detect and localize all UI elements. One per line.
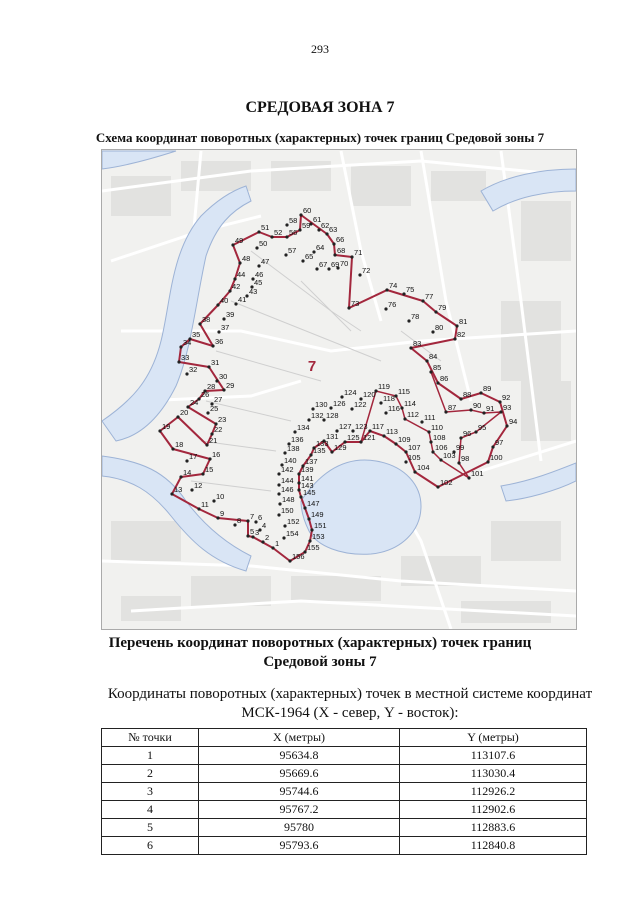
boundary-point-label: 68 <box>337 246 346 255</box>
cell-y: 112840.8 <box>400 837 587 855</box>
table-row <box>102 819 587 837</box>
boundary-point-label: 98 <box>461 454 470 463</box>
boundary-point-label: 113 <box>386 427 398 436</box>
list-title-line1: Перечень координат поворотных (характерных) точек границ <box>108 635 532 651</box>
table-header-row <box>102 729 587 747</box>
column-header-y: Y (метры) <box>400 729 587 747</box>
boundary-point-label: 112 <box>407 410 419 419</box>
boundary-point-label: 134 <box>297 423 310 432</box>
boundary-point-label: 93 <box>503 403 512 412</box>
boundary-point-label: 73 <box>351 299 360 308</box>
table-row <box>102 765 587 783</box>
boundary-point-label: 103 <box>443 451 456 460</box>
boundary-point-label: 116 <box>388 404 400 413</box>
boundary-point-label: 152 <box>287 517 300 526</box>
list-title <box>0 634 640 672</box>
zone-label: 7 <box>307 358 317 375</box>
boundary-point-label: 21 <box>209 436 218 445</box>
boundary-point-label: 13 <box>174 485 183 494</box>
cell-point: 2 <box>102 765 199 783</box>
boundary-point-label: 124 <box>344 388 357 397</box>
boundary-point-label: 31 <box>211 358 220 367</box>
boundary-point-label: 39 <box>226 310 235 319</box>
boundary-point-label: 37 <box>221 323 230 332</box>
boundary-point-label: 90 <box>473 401 482 410</box>
boundary-point-label: 42 <box>232 282 241 291</box>
boundary-point-label: 110 <box>431 423 443 432</box>
boundary-point-label: 123 <box>355 422 368 431</box>
boundary-point-label: 63 <box>329 225 338 234</box>
boundary-point-label: 83 <box>413 339 422 348</box>
column-header-point: № точки <box>102 729 199 747</box>
table-row <box>102 801 587 819</box>
boundary-point-label: 57 <box>288 246 297 255</box>
boundary-point-label: 52 <box>274 228 283 237</box>
boundary-point-label: 118 <box>383 394 395 403</box>
cell-point: 4 <box>102 801 199 819</box>
boundary-point-label: 143 <box>301 481 314 490</box>
table-row <box>102 837 587 855</box>
boundary-point-label: 120 <box>363 390 376 399</box>
boundary-point-label: 85 <box>433 363 442 372</box>
boundary-point-label: 129 <box>334 443 347 452</box>
cell-y: 113107.6 <box>400 747 587 765</box>
boundary-point-label: 111 <box>424 413 436 422</box>
boundary-point-label: 30 <box>219 372 228 381</box>
list-title-line2: Средовой зоны 7 <box>263 654 377 670</box>
boundary-point-label: 44 <box>237 270 246 279</box>
map-caption: Схема координат поворотных (характерных) точек границ Средовой зоны 7 <box>95 130 545 145</box>
boundary-point-label: 64 <box>316 243 325 252</box>
boundary-point-label: 12 <box>194 481 203 490</box>
cell-x: 95744.6 <box>199 783 400 801</box>
boundary-point-label: 26 <box>201 390 210 399</box>
zone-map <box>101 149 577 630</box>
boundary-point-label: 79 <box>438 303 447 312</box>
boundary-point-label: 145 <box>303 488 316 497</box>
boundary-point-label: 3 <box>255 528 260 537</box>
boundary-point-label: 88 <box>463 390 472 399</box>
boundary-point-label: 104 <box>417 463 430 472</box>
boundary-point-label: 101 <box>471 469 484 478</box>
cell-point: 6 <box>102 837 199 855</box>
cell-point: 5 <box>102 819 199 837</box>
boundary-point-label: 28 <box>207 382 216 391</box>
cell-y: 112902.6 <box>400 801 587 819</box>
boundary-point-label: 66 <box>336 235 345 244</box>
boundary-point-label: 140 <box>284 456 297 465</box>
coordinate-description-line1: Координаты поворотных (характерных) точек в местной системе координат <box>107 686 593 702</box>
boundary-point-label: 59 <box>302 221 311 230</box>
boundary-point-label: 18 <box>175 440 184 449</box>
boundary-point-label: 107 <box>408 443 421 452</box>
boundary-point-label: 137 <box>305 457 318 466</box>
boundary-point-label: 11 <box>201 500 209 509</box>
boundary-point-label: 8 <box>237 516 242 525</box>
boundary-point-label: 146 <box>281 485 294 494</box>
boundary-point-label: 86 <box>440 374 449 383</box>
boundary-point-label: 148 <box>282 495 295 504</box>
boundary-point-label: 7 <box>250 512 255 521</box>
boundary-point-label: 121 <box>363 433 376 442</box>
boundary-point-label: 151 <box>314 521 327 530</box>
boundary-point-label: 126 <box>333 399 346 408</box>
column-header-x: X (метры) <box>199 729 400 747</box>
boundary-point-label: 75 <box>406 285 415 294</box>
boundary-point-label: 105 <box>408 453 421 462</box>
boundary-point-label: 150 <box>281 506 294 515</box>
boundary-point-label: 72 <box>362 266 371 275</box>
cell-x: 95780 <box>199 819 400 837</box>
boundary-point-label: 48 <box>242 254 251 263</box>
boundary-point-label: 92 <box>502 393 511 402</box>
boundary-point-label: 89 <box>483 384 492 393</box>
cell-y: 113030.4 <box>400 765 587 783</box>
boundary-point-label: 41 <box>238 295 247 304</box>
boundary-point-label: 91 <box>486 404 495 413</box>
boundary-point-label: 94 <box>509 417 518 426</box>
boundary-point-label: 74 <box>389 281 398 290</box>
boundary-point-label: 4 <box>262 521 267 530</box>
boundary-point-label: 15 <box>205 465 214 474</box>
boundary-point-label: 56 <box>289 228 298 237</box>
boundary-point-label: 20 <box>180 408 189 417</box>
coordinates-table <box>101 728 587 855</box>
coordinate-description <box>0 685 640 723</box>
cell-x: 95767.2 <box>199 801 400 819</box>
boundary-point-label: 131 <box>326 432 339 441</box>
boundary-point-label: 5 <box>250 527 255 536</box>
boundary-point-label: 47 <box>261 257 270 266</box>
boundary-point-label: 67 <box>319 260 328 269</box>
boundary-point-label: 25 <box>210 404 219 413</box>
boundary-point-label: 9 <box>220 509 225 518</box>
boundary-point-label: 128 <box>326 411 339 420</box>
boundary-point-label: 108 <box>433 433 446 442</box>
boundary-point-label: 106 <box>435 443 448 452</box>
boundary-point-label: 23 <box>218 415 227 424</box>
boundary-point-label: 100 <box>490 453 503 462</box>
boundary-point-label: 147 <box>307 499 320 508</box>
boundary-point-label: 142 <box>281 465 294 474</box>
boundary-point-label: 84 <box>429 352 438 361</box>
boundary-point-label: 149 <box>311 510 324 519</box>
boundary-point-label: 78 <box>411 312 420 321</box>
boundary-point-label: 10 <box>216 492 225 501</box>
boundary-point-label: 82 <box>457 330 466 339</box>
table-row <box>102 747 587 765</box>
boundary-point-label: 2 <box>265 533 270 542</box>
boundary-point-label: 34 <box>183 338 192 347</box>
boundary-point-label: 35 <box>192 330 201 339</box>
boundary-point-label: 95 <box>478 423 487 432</box>
boundary-point-label: 153 <box>312 532 325 541</box>
boundary-point-label: 6 <box>258 513 263 522</box>
boundary-point-label: 77 <box>425 292 434 301</box>
cell-point: 1 <box>102 747 199 765</box>
boundary-point-label: 62 <box>321 221 330 230</box>
boundary-point-label: 115 <box>398 387 410 396</box>
boundary-point-label: 38 <box>202 315 211 324</box>
boundary-point-label: 51 <box>261 223 270 232</box>
boundary-point-label: 24 <box>190 398 199 407</box>
boundary-point-label: 60 <box>303 206 312 215</box>
boundary-point-label: 97 <box>495 438 504 447</box>
boundary-point-label: 138 <box>287 444 300 453</box>
boundary-point-label: 139 <box>301 465 314 474</box>
boundary-point-label: 125 <box>347 433 360 442</box>
boundary-point-label: 29 <box>226 381 235 390</box>
boundary-point-label: 117 <box>372 422 384 431</box>
boundary-point-label: 69 <box>331 260 340 269</box>
boundary-point-label: 96 <box>463 429 472 438</box>
boundary-point-label: 1 <box>275 539 280 548</box>
boundary-point-label: 154 <box>286 529 299 538</box>
page-heading: СРЕДОВАЯ ЗОНА 7 <box>245 99 395 116</box>
boundary-point-label: 49 <box>235 236 244 245</box>
cell-y: 112883.6 <box>400 819 587 837</box>
cell-x: 95669.6 <box>199 765 400 783</box>
boundary-point-label: 50 <box>259 239 268 248</box>
boundary-point-label: 32 <box>189 365 198 374</box>
boundary-point-label: 144 <box>281 476 294 485</box>
cell-y: 112926.2 <box>400 783 587 801</box>
boundary-point-label: 122 <box>354 400 367 409</box>
boundary-point-label: 22 <box>214 425 223 434</box>
boundary-point-label: 114 <box>404 399 416 408</box>
boundary-point-label: 40 <box>220 296 229 305</box>
boundary-point-label: 133 <box>316 439 329 448</box>
boundary-point-label: 65 <box>305 252 314 261</box>
boundary-point-label: 102 <box>440 478 453 487</box>
boundary-point-label: 80 <box>435 323 444 332</box>
boundary-point-label: 76 <box>388 300 397 309</box>
boundary-point-label: 130 <box>315 400 328 409</box>
boundary-point-label: 136 <box>291 435 304 444</box>
boundary-point-label: 61 <box>313 215 322 224</box>
boundary-point-label: 156 <box>292 552 305 561</box>
boundary-point-label: 135 <box>313 446 326 455</box>
boundary-point-label: 33 <box>181 353 190 362</box>
boundary-point-label: 155 <box>307 543 320 552</box>
boundary-point-label: 27 <box>214 395 223 404</box>
boundary-point-label: 19 <box>162 422 171 431</box>
boundary-point-label: 45 <box>254 278 263 287</box>
boundary-point-label: 43 <box>249 287 258 296</box>
boundary-point-label: 132 <box>311 411 324 420</box>
boundary-point-label: 99 <box>456 443 465 452</box>
coordinate-description-line2: МСК-1964 (X - север, Y - восток): <box>241 705 459 721</box>
table-row <box>102 783 587 801</box>
boundary-point-label: 36 <box>215 337 224 346</box>
boundary-point-label: 14 <box>183 468 192 477</box>
boundary-point-label: 127 <box>339 422 352 431</box>
boundary-point-label: 46 <box>255 270 264 279</box>
page-number: 293 <box>311 42 329 56</box>
cell-point: 3 <box>102 783 199 801</box>
cell-x: 95793.6 <box>199 837 400 855</box>
boundary-point-label: 81 <box>459 317 468 326</box>
boundary-point-label: 141 <box>301 474 314 483</box>
boundary-point-label: 71 <box>354 248 363 257</box>
boundary-point-label: 17 <box>189 452 198 461</box>
boundary-point-label: 16 <box>212 450 221 459</box>
boundary-point-label: 109 <box>398 435 411 444</box>
cell-x: 95634.8 <box>199 747 400 765</box>
boundary-point-label: 119 <box>378 382 390 391</box>
boundary-point-label: 58 <box>289 216 298 225</box>
boundary-point-label: 87 <box>448 403 457 412</box>
boundary-point-label: 70 <box>340 259 349 268</box>
